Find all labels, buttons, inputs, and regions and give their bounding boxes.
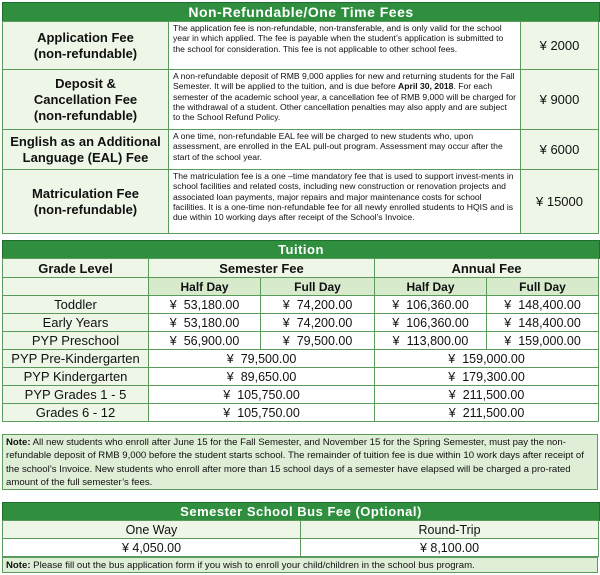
fee-value: 79,500.00 <box>296 333 353 348</box>
annual-half-day <box>375 296 487 314</box>
semester-fee <box>149 350 375 368</box>
fee-name-line: (non-refundable) <box>33 107 138 123</box>
fee-name <box>3 170 169 234</box>
grade-name: PYP Preschool <box>3 332 149 350</box>
semester-half-day <box>149 332 261 350</box>
half-day-header: Half Day <box>149 278 261 296</box>
currency-symbol: ¥ <box>448 369 456 384</box>
tuition-section <box>2 258 598 422</box>
tuition-row <box>3 296 599 314</box>
bus-table <box>2 520 599 557</box>
fee-name-line: (non-refundable) <box>33 201 138 217</box>
currency-symbol: ¥ <box>169 315 177 330</box>
currency-symbol: ¥ <box>282 315 290 330</box>
semester-half-day <box>149 296 261 314</box>
fee-value: 79,500.00 <box>240 351 297 366</box>
full-day-header: Full Day <box>487 278 599 296</box>
currency-symbol: ¥ <box>504 297 512 312</box>
semester-full-day <box>261 314 375 332</box>
tuition-header-row <box>3 259 599 278</box>
semester-fee <box>149 404 375 422</box>
fee-amount: ¥ 2000 <box>521 22 599 70</box>
fee-amount: ¥ 6000 <box>521 130 599 170</box>
semester-fee <box>149 368 375 386</box>
note-label: Note: <box>6 560 31 571</box>
semester-fee-header: Semester Fee <box>149 259 375 278</box>
fee-desc-part: . For each semester of the academic school year, a cancellation fee of RMB 9,000 will be charged for the withdrawal of a student. Other cancellation penalties may also apply and are subject to the School Refund Policy. <box>173 81 516 123</box>
annual-fee <box>375 350 599 368</box>
annual-full-day <box>487 332 599 350</box>
semester-full-day <box>261 332 375 350</box>
bus-header-row <box>3 521 599 539</box>
fee-due-date: April 30, 2018 <box>398 81 454 92</box>
fees-banner: Non-Refundable/One Time Fees <box>2 2 600 22</box>
currency-symbol: ¥ <box>282 333 290 348</box>
fee-value: 179,300.00 <box>462 369 525 384</box>
bus-banner: Semester School Bus Fee (Optional) <box>2 502 600 521</box>
round-trip-value: ¥ 8,100.00 <box>301 539 599 557</box>
fee-row <box>3 130 599 170</box>
currency-symbol: ¥ <box>169 333 177 348</box>
tuition-row <box>3 368 599 386</box>
fee-value: 106,360.00 <box>406 315 469 330</box>
annual-fee <box>375 404 599 422</box>
grade-name: Grades 6 - 12 <box>3 404 149 422</box>
currency-symbol: ¥ <box>223 405 231 420</box>
fee-value: 74,200.00 <box>296 297 353 312</box>
currency-symbol: ¥ <box>282 297 290 312</box>
fee-name-line: Matriculation Fee <box>32 185 139 201</box>
fee-amount: ¥ 15000 <box>521 170 599 234</box>
grade-name: PYP Grades 1 - 5 <box>3 386 149 404</box>
currency-symbol: ¥ <box>392 315 400 330</box>
annual-fee <box>375 386 599 404</box>
fee-value: 148,400.00 <box>518 315 581 330</box>
fee-name-line: Language (EAL) Fee <box>22 149 149 165</box>
currency-symbol: ¥ <box>169 297 177 312</box>
currency-symbol: ¥ <box>448 405 456 420</box>
currency-symbol: ¥ <box>226 369 234 384</box>
annual-fee-header: Annual Fee <box>375 259 599 278</box>
tuition-subheader-row <box>3 278 599 296</box>
fee-value: 56,900.00 <box>183 333 240 348</box>
fee-value: 105,750.00 <box>237 405 300 420</box>
fee-value: 53,180.00 <box>183 315 240 330</box>
full-day-header: Full Day <box>261 278 375 296</box>
bus-section <box>2 520 598 557</box>
fee-value: 211,500.00 <box>462 387 525 402</box>
fee-value: 89,650.00 <box>240 369 297 384</box>
note-text: All new students who enroll after June 15 for the Fall Semester, and November 15 for the Spring Semester, must pay the non-refundable deposit of RMB 9,000 before the student starts school. The remainder of tuition fee is due within 10 work days after receipt of the school’s Invoice. New students who enroll after more than 15 school days of a semester have elapsed will be charged a pro-rated amount of the full semester’s fees. <box>6 437 584 488</box>
fee-name <box>3 70 169 130</box>
grade-level-header: Grade Level <box>3 259 149 278</box>
tuition-banner: Tuition <box>2 240 600 259</box>
bus-note <box>2 557 598 573</box>
fee-value: 105,750.00 <box>237 387 300 402</box>
tuition-row <box>3 314 599 332</box>
annual-half-day <box>375 332 487 350</box>
fee-name-line: Cancellation Fee <box>33 91 138 107</box>
one-way-header: One Way <box>3 521 301 539</box>
fee-name-line: (non-refundable) <box>33 45 138 61</box>
one-way-value: ¥ 4,050.00 <box>3 539 301 557</box>
tuition-table <box>2 258 599 422</box>
annual-half-day <box>375 314 487 332</box>
currency-symbol: ¥ <box>504 315 512 330</box>
fee-name <box>3 22 169 70</box>
grade-name: PYP Pre-Kindergarten <box>3 350 149 368</box>
semester-full-day <box>261 296 375 314</box>
currency-symbol: ¥ <box>392 297 400 312</box>
fee-value: 106,360.00 <box>406 297 469 312</box>
fee-name-line: Application Fee <box>37 29 134 45</box>
tuition-row <box>3 386 599 404</box>
semester-half-day <box>149 314 261 332</box>
fee-value: 53,180.00 <box>183 297 240 312</box>
fee-value: 211,500.00 <box>462 405 525 420</box>
fee-value: 159,000.00 <box>462 351 525 366</box>
fee-value: 113,800.00 <box>406 333 469 348</box>
currency-symbol: ¥ <box>448 387 456 402</box>
fees-table <box>2 21 599 234</box>
fee-value: 159,000.00 <box>518 333 581 348</box>
note-label: Note: <box>6 437 31 448</box>
annual-full-day <box>487 296 599 314</box>
fee-description: A one time, non-refundable EAL fee will be charged to new students who, upon assessment, are enrolled in the EAL pull-out program. Assessment may occur after the start of the school year. <box>169 130 521 170</box>
semester-fee <box>149 386 375 404</box>
currency-symbol: ¥ <box>448 351 456 366</box>
fee-row <box>3 22 599 70</box>
tuition-row <box>3 404 599 422</box>
fee-row <box>3 70 599 130</box>
fee-description: The application fee is non-refundable, non-transferable, and is only valid for the school year in which applied. The fee is payable when the student’s application is submitted to the school for consideration. This fee is not applicable to other school fees. <box>169 22 521 70</box>
currency-symbol: ¥ <box>226 351 234 366</box>
fees-section <box>2 21 598 234</box>
currency-symbol: ¥ <box>223 387 231 402</box>
currency-symbol: ¥ <box>504 333 512 348</box>
bus-value-row <box>3 539 599 557</box>
fee-name-line: English as an Additional <box>10 133 161 149</box>
blank-subheader <box>3 278 149 296</box>
fee-description: The matriculation fee is a one –time mandatory fee that is used to support invest-ments in school facilities and related costs, including new construction or renovation projects and associated loan payments, major repairs and major maintenance costs for school facilities. It is a one-time non-refundable fee for all newly enrolled students to HQIS and is due within 10 working days after receipt of the School’s Invoice. <box>169 170 521 234</box>
tuition-note <box>2 434 598 490</box>
half-day-header: Half Day <box>375 278 487 296</box>
fee-amount: ¥ 9000 <box>521 70 599 130</box>
currency-symbol: ¥ <box>392 333 400 348</box>
fee-desc-part: A non-refundable deposit of RMB 9,000 applies for new and returning students for the Fall Semester. It will be applied to the tuition, and is due before <box>173 71 515 92</box>
note-text: Please fill out the bus application form if you wish to enroll your child/children in the school bus program. <box>30 560 475 571</box>
fee-row <box>3 170 599 234</box>
grade-name: PYP Kindergarten <box>3 368 149 386</box>
tuition-row <box>3 332 599 350</box>
tuition-row <box>3 350 599 368</box>
fee-value: 148,400.00 <box>518 297 581 312</box>
grade-name: Toddler <box>3 296 149 314</box>
fee-name <box>3 130 169 170</box>
fee-description <box>169 70 521 130</box>
fee-value: 74,200.00 <box>296 315 353 330</box>
fee-name-line: Deposit & <box>55 75 116 91</box>
annual-full-day <box>487 314 599 332</box>
grade-name: Early Years <box>3 314 149 332</box>
round-trip-header: Round-Trip <box>301 521 599 539</box>
annual-fee <box>375 368 599 386</box>
